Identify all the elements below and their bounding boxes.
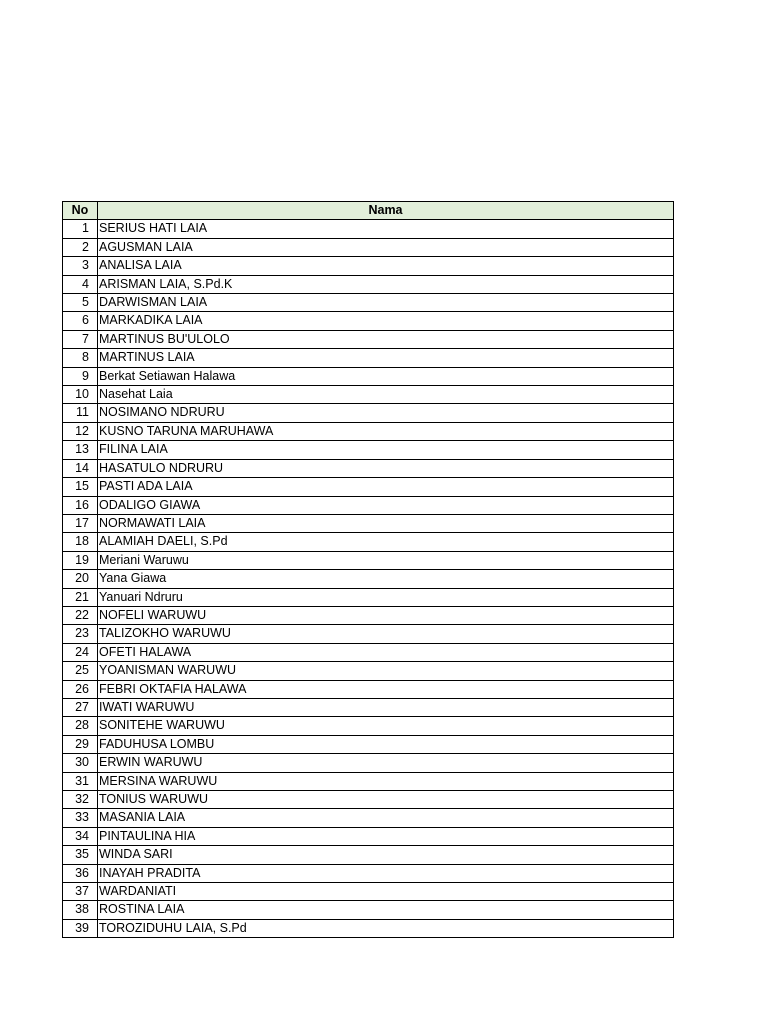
row-number: 39 — [63, 919, 98, 937]
row-name: ERWIN WARUWU — [98, 754, 674, 772]
table-row — [63, 257, 674, 275]
row-name: SONITEHE WARUWU — [98, 717, 674, 735]
table-row — [63, 367, 674, 385]
row-number: 23 — [63, 625, 98, 643]
spreadsheet-page — [62, 201, 673, 938]
table-row — [63, 275, 674, 293]
row-name: AGUSMAN LAIA — [98, 238, 674, 256]
row-name: DARWISMAN LAIA — [98, 294, 674, 312]
table-row — [63, 809, 674, 827]
table-row — [63, 883, 674, 901]
row-number: 20 — [63, 570, 98, 588]
row-name: TOROZIDUHU LAIA, S.Pd — [98, 919, 674, 937]
row-number: 27 — [63, 698, 98, 716]
row-name: KUSNO TARUNA MARUHAWA — [98, 422, 674, 440]
row-name: TALIZOKHO WARUWU — [98, 625, 674, 643]
row-number: 29 — [63, 735, 98, 753]
row-name: ARISMAN LAIA, S.Pd.K — [98, 275, 674, 293]
table-row — [63, 386, 674, 404]
row-name: HASATULO NDRURU — [98, 459, 674, 477]
row-name: OFETI HALAWA — [98, 643, 674, 661]
row-number: 13 — [63, 441, 98, 459]
table-row — [63, 330, 674, 348]
row-number: 18 — [63, 533, 98, 551]
row-number: 37 — [63, 883, 98, 901]
table-row — [63, 404, 674, 422]
row-number: 7 — [63, 330, 98, 348]
row-number: 21 — [63, 588, 98, 606]
row-number: 3 — [63, 257, 98, 275]
row-name: NORMAWATI LAIA — [98, 514, 674, 532]
table-row — [63, 349, 674, 367]
table-row — [63, 441, 674, 459]
row-name: MARKADIKA LAIA — [98, 312, 674, 330]
row-number: 32 — [63, 791, 98, 809]
row-name: MASANIA LAIA — [98, 809, 674, 827]
row-number: 1 — [63, 220, 98, 238]
table-row — [63, 901, 674, 919]
row-number: 35 — [63, 846, 98, 864]
table-row — [63, 606, 674, 624]
row-number: 11 — [63, 404, 98, 422]
row-name: NOSIMANO NDRURU — [98, 404, 674, 422]
row-name: FILINA LAIA — [98, 441, 674, 459]
row-number: 36 — [63, 864, 98, 882]
table-row — [63, 570, 674, 588]
table-row — [63, 754, 674, 772]
table-row — [63, 551, 674, 569]
row-name: ODALIGO GIAWA — [98, 496, 674, 514]
row-name: ANALISA LAIA — [98, 257, 674, 275]
row-name: PASTI ADA LAIA — [98, 478, 674, 496]
row-name: Meriani Waruwu — [98, 551, 674, 569]
row-number: 2 — [63, 238, 98, 256]
table-row — [63, 717, 674, 735]
table-row — [63, 220, 674, 238]
table-row — [63, 588, 674, 606]
row-name: FADUHUSA LOMBU — [98, 735, 674, 753]
row-name: YOANISMAN WARUWU — [98, 662, 674, 680]
row-name: TONIUS WARUWU — [98, 791, 674, 809]
table-row — [63, 459, 674, 477]
row-number: 31 — [63, 772, 98, 790]
row-name: MERSINA WARUWU — [98, 772, 674, 790]
row-number: 12 — [63, 422, 98, 440]
table-row — [63, 680, 674, 698]
table-body — [63, 220, 674, 938]
row-number: 30 — [63, 754, 98, 772]
row-number: 14 — [63, 459, 98, 477]
row-number: 6 — [63, 312, 98, 330]
row-number: 25 — [63, 662, 98, 680]
table-row — [63, 791, 674, 809]
row-number: 38 — [63, 901, 98, 919]
table-row — [63, 533, 674, 551]
table-row — [63, 514, 674, 532]
row-number: 19 — [63, 551, 98, 569]
row-number: 8 — [63, 349, 98, 367]
row-name: WINDA SARI — [98, 846, 674, 864]
row-name: INAYAH PRADITA — [98, 864, 674, 882]
table-row — [63, 698, 674, 716]
row-name: MARTINUS BU'ULOLO — [98, 330, 674, 348]
row-name: Nasehat Laia — [98, 386, 674, 404]
table-row — [63, 846, 674, 864]
row-name: WARDANIATI — [98, 883, 674, 901]
row-number: 16 — [63, 496, 98, 514]
row-number: 22 — [63, 606, 98, 624]
table-row — [63, 294, 674, 312]
row-number: 9 — [63, 367, 98, 385]
table-row — [63, 312, 674, 330]
table-row — [63, 919, 674, 937]
row-name: MARTINUS LAIA — [98, 349, 674, 367]
table-row — [63, 478, 674, 496]
row-name: PINTAULINA HIA — [98, 827, 674, 845]
row-number: 33 — [63, 809, 98, 827]
table-row — [63, 827, 674, 845]
table-row — [63, 625, 674, 643]
row-number: 28 — [63, 717, 98, 735]
row-name: Yanuari Ndruru — [98, 588, 674, 606]
table-header-row — [63, 202, 674, 220]
row-number: 15 — [63, 478, 98, 496]
row-name: IWATI WARUWU — [98, 698, 674, 716]
table-row — [63, 662, 674, 680]
table-row — [63, 238, 674, 256]
table-row — [63, 496, 674, 514]
row-number: 34 — [63, 827, 98, 845]
row-name: ROSTINA LAIA — [98, 901, 674, 919]
row-name: FEBRI OKTAFIA HALAWA — [98, 680, 674, 698]
row-number: 24 — [63, 643, 98, 661]
table-row — [63, 864, 674, 882]
table-row — [63, 422, 674, 440]
row-number: 10 — [63, 386, 98, 404]
header-no: No — [63, 202, 98, 220]
row-number: 4 — [63, 275, 98, 293]
row-name: Yana Giawa — [98, 570, 674, 588]
row-number: 5 — [63, 294, 98, 312]
header-name: Nama — [98, 202, 674, 220]
table-row — [63, 735, 674, 753]
row-number: 26 — [63, 680, 98, 698]
row-name: ALAMIAH DAELI, S.Pd — [98, 533, 674, 551]
table-row — [63, 643, 674, 661]
row-number: 17 — [63, 514, 98, 532]
row-name: Berkat Setiawan Halawa — [98, 367, 674, 385]
row-name: SERIUS HATI LAIA — [98, 220, 674, 238]
table-row — [63, 772, 674, 790]
name-list-table — [62, 201, 674, 938]
row-name: NOFELI WARUWU — [98, 606, 674, 624]
